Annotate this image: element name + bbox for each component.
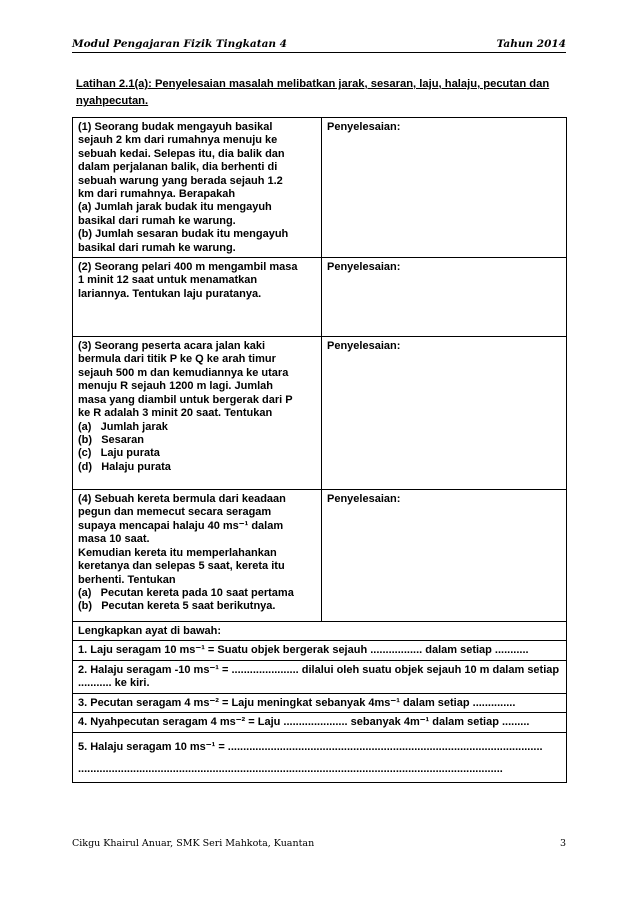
header-module-title: Modul Pengajaran Fizik Tingkatan 4 [72,38,287,50]
question-cell-3 [73,337,322,490]
question-cell-2 [73,258,322,337]
question-line: (a) Jumlah jarak budak itu mengayuh [78,201,272,214]
fill-text: 1. Laju seragam 10 ms⁻¹ = Suatu objek bergerak sejauh ................. dalam setiap ........... [78,644,529,657]
question-line: (2) Seorang pelari 400 m mengambil masa [78,261,298,274]
instruction-cell [73,622,567,641]
question-row [73,337,567,490]
question-line: (1) Seorang budak mengayuh basikal [78,121,273,133]
question-cell-1 [73,118,322,258]
question-line: Kemudian kereta itu memperlahankan [78,546,277,559]
exercise-table [72,117,567,783]
fill-row [73,641,567,660]
header-year: Tahun 2014 [496,38,566,50]
question-line: menuju R sejauh 1200 m lagi. Jumlah [78,380,274,393]
fill-text: 2. Halaju seragam -10 ms⁻¹ = ...................... dilalui oleh suatu objek sejauh 10 m dalam setiap ........... ke kiri. [78,663,560,690]
question-line: bermula dari titik P ke Q ke arah timur [78,353,276,366]
fill-cell-1[interactable] [73,641,567,660]
answer-cell-1[interactable] [322,118,567,258]
fill-text: 3. Pecutan seragam 4 ms⁻² = Laju meningkat sebanyak 4ms⁻¹ dalam setiap .............. [78,696,516,709]
fill-row [73,693,567,712]
question-line: (c) Laju purata [78,447,160,460]
question-line: (d) Halaju purata [78,460,171,473]
answer-label: Penyelesaian: [327,493,401,506]
fill-row [73,660,567,693]
answer-label: Penyelesaian: [327,340,401,353]
exercise-title [76,76,566,110]
question-line: keretanya dan selepas 5 saat, kereta itu [78,560,285,573]
question-line: dalam perjalanan balik, dia berhenti di [78,161,278,174]
question-line: sebuah kedai. Selepas itu, dia balik dan [78,147,285,160]
question-line: masa 10 saat. [78,533,150,546]
fill-text: 5. Halaju seragam 10 ms⁻¹ = ....................................................................................................... ........................................................................................................................................... [78,740,543,775]
question-line: (4) Sebuah kereta bermula dari keadaan [78,493,286,506]
question-line: (3) Seorang peserta acara jalan kaki [78,340,266,353]
page-footer [72,838,566,849]
question-line: sejauh 2 km dari rumahnya menuju ke [78,134,278,147]
answer-cell-3[interactable] [322,337,567,490]
question-line: pegun dan memecut secara seragam [78,506,272,519]
question-row [73,490,567,622]
question-line: (b) Jumlah sesaran budak itu mengayuh [78,228,289,241]
question-line: (a) Pecutan kereta pada 10 saat pertama [78,586,294,599]
fill-row [73,732,567,782]
question-line: (b) Pecutan kereta 5 saat berikutnya. [78,600,276,613]
question-line: supaya mencapai halaju 40 ms⁻¹ dalam [78,519,284,532]
instruction-text: Lengkapkan ayat di bawah: [78,625,222,638]
fill-row [73,713,567,732]
answer-cell-2[interactable] [322,258,567,337]
question-line: berhenti. Tentukan [78,573,176,586]
question-row [73,118,567,258]
question-line: basikal dari rumah ke warung. [78,214,236,227]
fill-cell-3[interactable] [73,693,567,712]
question-cell-4 [73,490,322,622]
instruction-row [73,622,567,641]
question-line: ke R adalah 3 minit 20 saat. Tentukan [78,407,273,420]
footer-author: Cikgu Khairul Anuar, SMK Seri Mahkota, Kuantan [72,838,315,849]
question-row [73,258,567,337]
exercise-title-text: Latihan 2.1(a): Penyelesaian masalah melibatkan jarak, sesaran, laju, halaju, pecutan dan nyahpecutan. [76,78,550,107]
question-line: (a) Jumlah jarak [78,420,168,433]
answer-label: Penyelesaian: [327,121,401,133]
fill-cell-4[interactable] [73,713,567,732]
answer-cell-4[interactable] [322,490,567,622]
question-line: 1 minit 12 saat untuk menamatkan [78,274,258,287]
page-number: 3 [559,838,566,849]
question-line: (b) Sesaran [78,433,145,446]
page-header [72,38,566,53]
question-line: basikal dari rumah ke warung. [78,241,236,254]
question-line: sebuah warung yang berada sejauh 1.2 [78,174,283,187]
question-line: lariannya. Tentukan laju puratanya. [78,287,262,300]
fill-cell-5[interactable] [73,732,567,782]
fill-text: 4. Nyahpecutan seragam 4 ms⁻² = Laju ..................... sebanyak 4m⁻¹ dalam setiap ......... [78,716,530,729]
answer-label: Penyelesaian: [327,261,401,274]
question-line: sejauh 500 m dan kemudiannya ke utara [78,366,289,379]
question-line: km dari rumahnya. Berapakah [78,188,236,201]
fill-cell-2[interactable] [73,660,567,693]
question-line: masa yang diambil untuk bergerak dari P [78,393,293,406]
